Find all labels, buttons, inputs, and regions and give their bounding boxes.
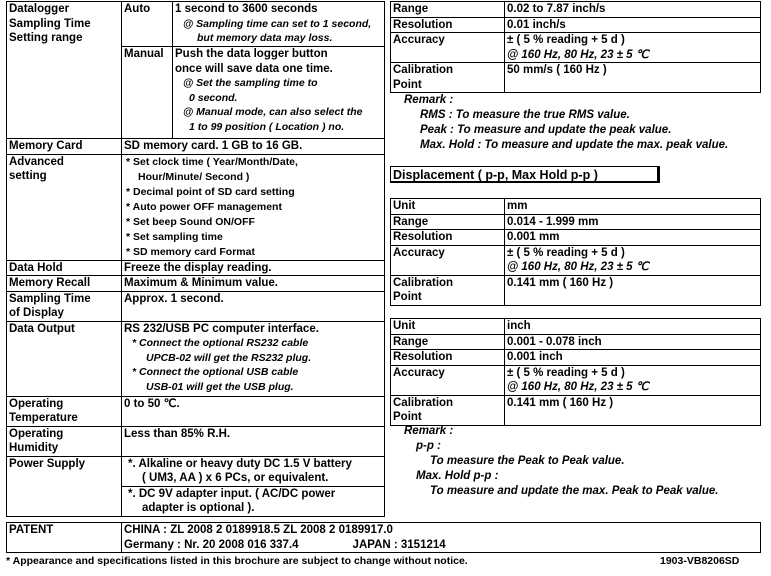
manual-label: Manual bbox=[122, 47, 173, 139]
accuracy-label: Accuracy bbox=[391, 245, 505, 275]
range-value: 0.001 - 0.078 inch bbox=[505, 334, 761, 350]
calibration-value: 0.141 mm ( 160 Hz ) bbox=[505, 395, 761, 425]
auto-label: Auto bbox=[122, 2, 173, 47]
op-humidity-label: Operating Humidity bbox=[7, 426, 122, 456]
displacement-inch-table bbox=[390, 318, 761, 426]
resolution-label: Resolution bbox=[391, 230, 505, 246]
sampling-display-value: Approx. 1 second. bbox=[122, 291, 385, 321]
memory-card-value: SD memory card. 1 GB to 16 GB. bbox=[122, 139, 385, 155]
calibration-label: Calibration Point bbox=[391, 395, 505, 425]
calibration-value: 0.141 mm ( 160 Hz ) bbox=[505, 275, 761, 305]
advanced-label: Advanced setting bbox=[7, 154, 122, 260]
range-label: Range bbox=[391, 214, 505, 230]
footer-note: * Appearance and specifications listed in this brochure are subject to change without notice. bbox=[6, 555, 468, 567]
power-label: Power Supply bbox=[7, 456, 122, 516]
manual-cell: Push the data logger button once will save data one time. @ Set the sampling time to 0 second. @ Manual mode, can also select the 1 to 99 position ( Location ) no. bbox=[173, 47, 385, 139]
accuracy-label: Accuracy bbox=[391, 33, 505, 63]
resolution-value: 0.001 mm bbox=[505, 230, 761, 246]
right-top-table bbox=[390, 1, 761, 93]
remark-line: Max. Hold : To measure and update the max. peak value. bbox=[420, 139, 729, 151]
advanced-items: * Set clock time ( Year/Month/Date, Hour/Minute/ Second ) * Decimal point of SD card setting * Auto power OFF management * Set beep Sound ON/OFF * Set sampling time * SD memory card Format bbox=[122, 154, 385, 260]
sampling-display-label: Sampling Time of Display bbox=[7, 291, 122, 321]
patent-table bbox=[6, 522, 761, 553]
data-hold-label: Data Hold bbox=[7, 260, 122, 276]
power-value-1: *. Alkaline or heavy duty DC 1.5 V battery ( UM3, AA ) x 6 PCs, or equivalent. bbox=[122, 456, 385, 486]
remark-line: RMS : To measure the true RMS value. bbox=[420, 109, 630, 121]
auto-cell: 1 second to 3600 seconds @ Sampling time can set to 1 second, but memory data may loss. bbox=[173, 2, 385, 47]
displacement-mm-table bbox=[390, 198, 761, 306]
patent-label: PATENT bbox=[7, 523, 122, 553]
remark-line: To measure the Peak to Peak value. bbox=[430, 455, 625, 467]
footer-code: 1903-VB8206SD bbox=[660, 555, 740, 567]
unit-value: inch bbox=[505, 319, 761, 335]
data-output-label: Data Output bbox=[7, 321, 122, 396]
memory-recall-label: Memory Recall bbox=[7, 276, 122, 292]
range-value: 0.02 to 7.87 inch/s bbox=[505, 2, 761, 18]
resolution-label: Resolution bbox=[391, 17, 505, 33]
range-label: Range bbox=[391, 334, 505, 350]
data-hold-value: Freeze the display reading. bbox=[122, 260, 385, 276]
calibration-label: Calibration Point bbox=[391, 63, 505, 93]
unit-value: mm bbox=[505, 199, 761, 215]
accuracy-value: ± ( 5 % reading + 5 d ) @ 160 Hz, 80 Hz, 23 ± 5 ℃ bbox=[505, 33, 761, 63]
left-spec-table bbox=[6, 1, 385, 517]
memory-card-label: Memory Card bbox=[7, 139, 122, 155]
op-temp-label: Operating Temperature bbox=[7, 396, 122, 426]
accuracy-value: ± ( 5 % reading + 5 d ) @ 160 Hz, 80 Hz, 23 ± 5 ℃ bbox=[505, 245, 761, 275]
op-temp-value: 0 to 50 ℃. bbox=[122, 396, 385, 426]
remark-pp bbox=[404, 424, 718, 499]
unit-label: Unit bbox=[391, 319, 505, 335]
accuracy-value: ± ( 5 % reading + 5 d ) @ 160 Hz, 80 Hz, 23 ± 5 ℃ bbox=[505, 365, 761, 395]
datalogger-label: Datalogger Sampling Time Setting range bbox=[7, 2, 122, 139]
remark-line: Max. Hold p-p : bbox=[416, 470, 499, 482]
memory-recall-value: Maximum & Minimum value. bbox=[122, 276, 385, 292]
calibration-label: Calibration Point bbox=[391, 275, 505, 305]
remark-title: Remark : bbox=[404, 94, 454, 106]
calibration-value: 50 mm/s ( 160 Hz ) bbox=[505, 63, 761, 93]
resolution-label: Resolution bbox=[391, 350, 505, 366]
patent-value: CHINA : ZL 2008 2 0189918.5 ZL 2008 2 0189917.0 Germany : Nr. 20 2008 016 337.4 JAPAN : 3151214 bbox=[122, 523, 761, 553]
data-output-cell: RS 232/USB PC computer interface. * Connect the optional RS232 cable UPCB-02 will get the RS232 plug. * Connect the optional USB cable USB-01 will get the USB plug. bbox=[122, 321, 385, 396]
remark-line: p-p : bbox=[416, 440, 441, 452]
remark-line: Peak : To measure and update the peak value. bbox=[420, 124, 672, 136]
remark-line: To measure and update the max. Peak to Peak value. bbox=[430, 485, 719, 497]
accuracy-label: Accuracy bbox=[391, 365, 505, 395]
displacement-title: Displacement ( p-p, Max Hold p-p ) bbox=[390, 166, 660, 183]
remark-title: Remark : bbox=[404, 425, 454, 437]
unit-label: Unit bbox=[391, 199, 505, 215]
range-value: 0.014 - 1.999 mm bbox=[505, 214, 761, 230]
power-value-2: *. DC 9V adapter input. ( AC/DC power adapter is optional ). bbox=[122, 486, 385, 516]
range-label: Range bbox=[391, 2, 505, 18]
resolution-value: 0.01 inch/s bbox=[505, 17, 761, 33]
remark-rms bbox=[404, 93, 728, 153]
resolution-value: 0.001 inch bbox=[505, 350, 761, 366]
op-humidity-value: Less than 85% R.H. bbox=[122, 426, 385, 456]
